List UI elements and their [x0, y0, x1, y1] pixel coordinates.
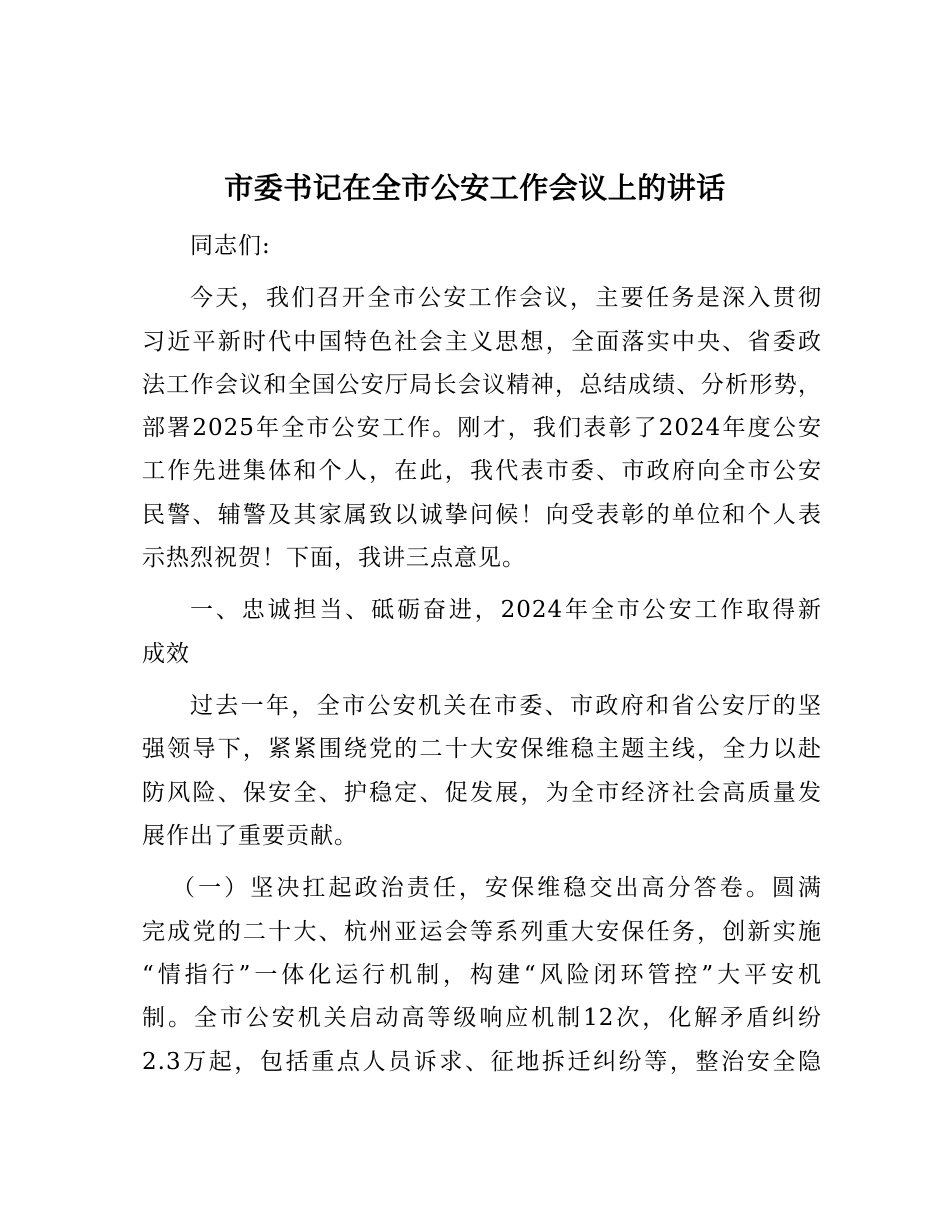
subsection-line: （一）坚决扛起政治责任，安保维稳交出高分答卷。圆满	[172, 875, 822, 901]
paragraph-line: 过去一年，全市公安机关在市委、市政府和省公安厅的坚	[190, 693, 822, 719]
paragraph-line: 部署2025年全市公安工作。刚才，我们表彰了2024年度公安	[142, 415, 822, 441]
paragraph-line: “情指行”一体化运行机制，构建“风险闭环管控”大平安机	[142, 962, 822, 988]
paragraph-line: 完成党的二十大、杭州亚运会等系列重大安保任务，创新实施	[142, 919, 822, 945]
salutation: 同志们:	[190, 233, 271, 259]
paragraph-line: 法工作会议和全国公安厅局长会议精神，总结成绩、分析形势，	[142, 372, 822, 398]
paragraph-line: 制。全市公安机关启动高等级响应机制12次，化解矛盾纠纷	[142, 1005, 822, 1031]
paragraph-line: 今天，我们召开全市公安工作会议，主要任务是深入贯彻	[190, 285, 822, 311]
paragraph-line: 民警、辅警及其家属致以诚挚问候！向受表彰的单位和个人表	[142, 502, 822, 528]
section-heading-line: 成效	[142, 641, 190, 667]
paragraph-line: 展作出了重要贡献。	[142, 823, 358, 849]
document-title: 市委书记在全市公安工作会议上的讲话	[224, 171, 726, 205]
paragraph-line: 习近平新时代中国特色社会主义思想，全面落实中央、省委政	[142, 329, 822, 355]
paragraph-line: 强领导下，紧紧围绕党的二十大安保维稳主题主线，全力以赴	[142, 736, 822, 762]
paragraph-line: 2.3万起，包括重点人员诉求、征地拆迁纠纷等，整治安全隐	[142, 1049, 822, 1075]
paragraph-line: 防风险、保安全、护稳定、促发展，为全市经济社会高质量发	[142, 780, 822, 806]
paragraph-line: 示热烈祝贺！下面，我讲三点意见。	[142, 545, 526, 571]
paragraph-line: 工作先进集体和个人，在此，我代表市委、市政府向全市公安	[142, 458, 822, 484]
section-heading-line: 一、忠诚担当、砥砺奋进，2024年全市公安工作取得新	[190, 597, 822, 623]
